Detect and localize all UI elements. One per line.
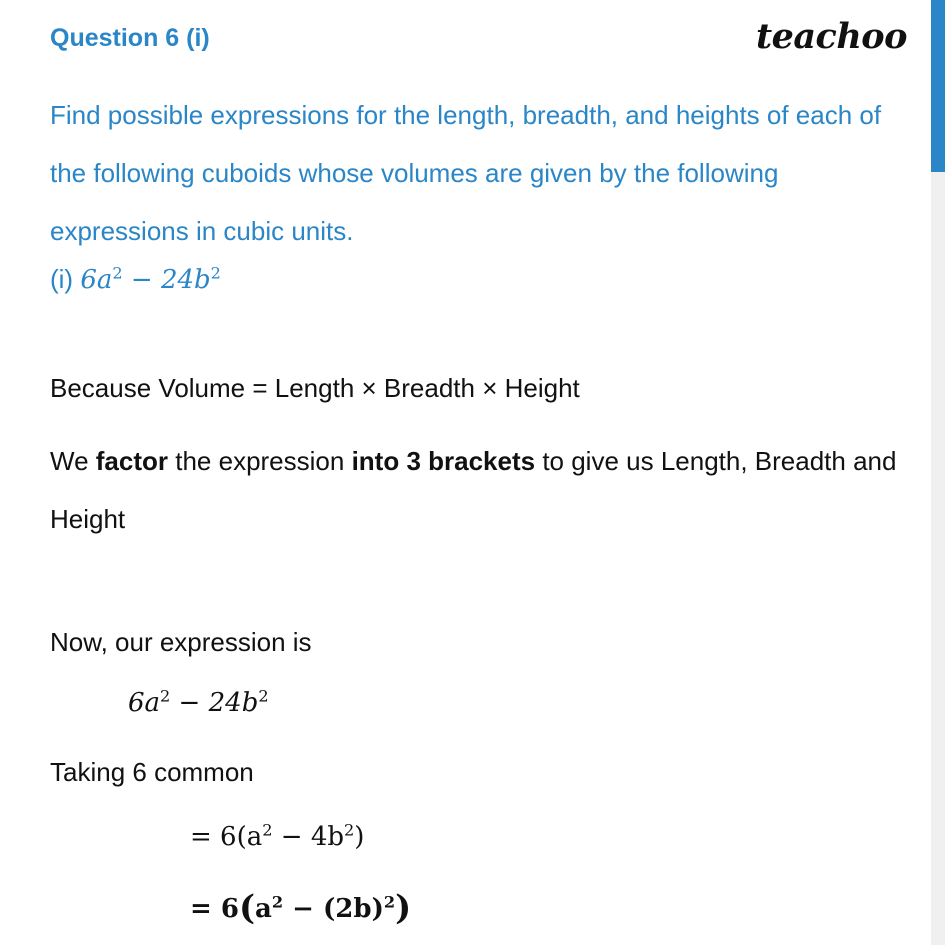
question-part-i [50,264,221,295]
taking-common-line: Taking 6 common [50,757,254,787]
volume-statement: Because Volume = Length × Breadth × Height [50,373,580,403]
brackets-keyword: into 3 brackets [351,446,536,476]
factor-keyword: factor [95,446,169,476]
expression-original: $6a^2 - 24b^2$ [128,686,269,718]
teachoo-logo: teachoo [755,16,907,57]
part-label: (i) [50,264,81,294]
factor-statement: We factor the expression into 3 brackets to give us Length, Breadth and Height [50,446,897,534]
expression-intro: Now, our expression is [50,627,312,657]
scrollbar-thumb[interactable] [931,0,945,172]
equation-step-1: = $6(a^2 - 4b^2)$ [190,820,365,852]
equation-step-2: = $6(a^2 - (2b)^2)$ [190,888,412,928]
question-heading: Question 6 (i) [50,24,210,52]
part-expression: $6a^2 - 24b^2$ [80,263,221,295]
question-text: Find possible expressions for the length, breadth, and heights of each of the following cuboids whose volumes are given by the following expressions in cubic units. [50,100,882,246]
